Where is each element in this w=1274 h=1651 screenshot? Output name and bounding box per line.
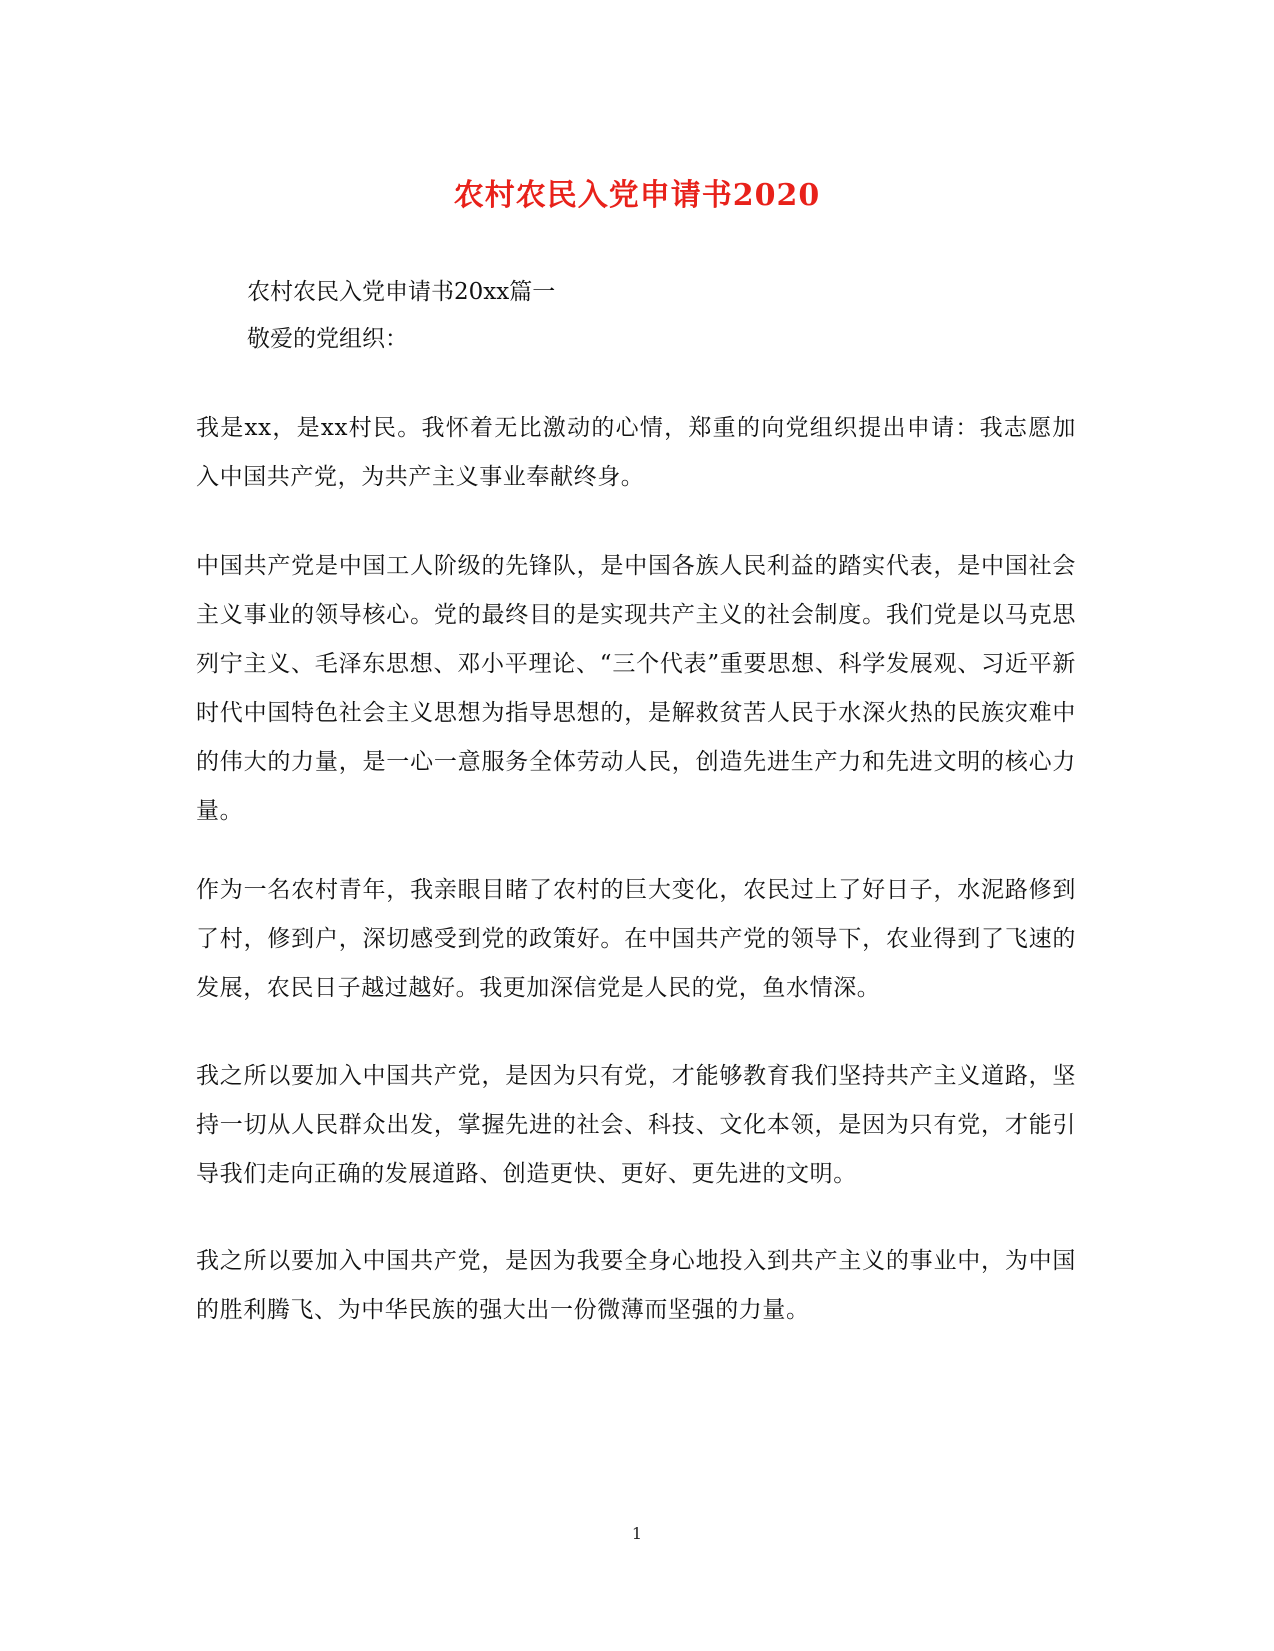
paragraph-4: 我之所以要加入中国共产党，是因为只有党，才能够教育我们坚持共产主义道路，坚持一切从人民群众出发，掌握先进的社会、科技、文化本领，是因为只有党，才能引导我们走向正确的发展道路、创造更快、更好、更先进的文明。 [196,1063,1076,1187]
document-title: 农村农民入党申请书2020 [453,178,821,213]
paragraph-1: 我是xx，是xx村民。我怀着无比激动的心情，郑重的向党组织提出申请：我志愿加入中国共产党，为共产主义事业奉献终身。 [196,415,1076,490]
paragraph-5: 我之所以要加入中国共产党，是因为我要全身心地投入到共产主义的事业中，为中国的胜利腾飞、为中华民族的强大出一份微薄而坚强的力量。 [196,1248,1076,1323]
document-subtitle: 农村农民入党申请书20xx篇一 [247,279,556,305]
paragraph-3: 作为一名农村青年，我亲眼目睹了农村的巨大变化，农民过上了好日子，水泥路修到了村，修到户，深切感受到党的政策好。在中国共产党的领导下，农业得到了飞速的发展，农民日子越过越好。我更加深信党是人民的党，鱼水情深。 [196,877,1076,1001]
page-number: 1 [631,1524,643,1543]
paragraph-2: 中国共产党是中国工人阶级的先锋队，是中国各族人民利益的踏实代表，是中国社会主义事业的领导核心。党的最终目的是实现共产主义的社会制度。我们党是以马克思列宁主义、毛泽东思想、邓小平理论、“三个代表”重要思想、科学发展观、习近平新时代中国特色社会主义思想为指导思想的，是解救贫苦人民于水深火热的民族灾难中的伟大的力量，是一心一意服务全体劳动人民，创造先进生产力和先进文明的核心力量。 [196,553,1076,824]
salutation: 敬爱的党组织： [247,326,408,352]
